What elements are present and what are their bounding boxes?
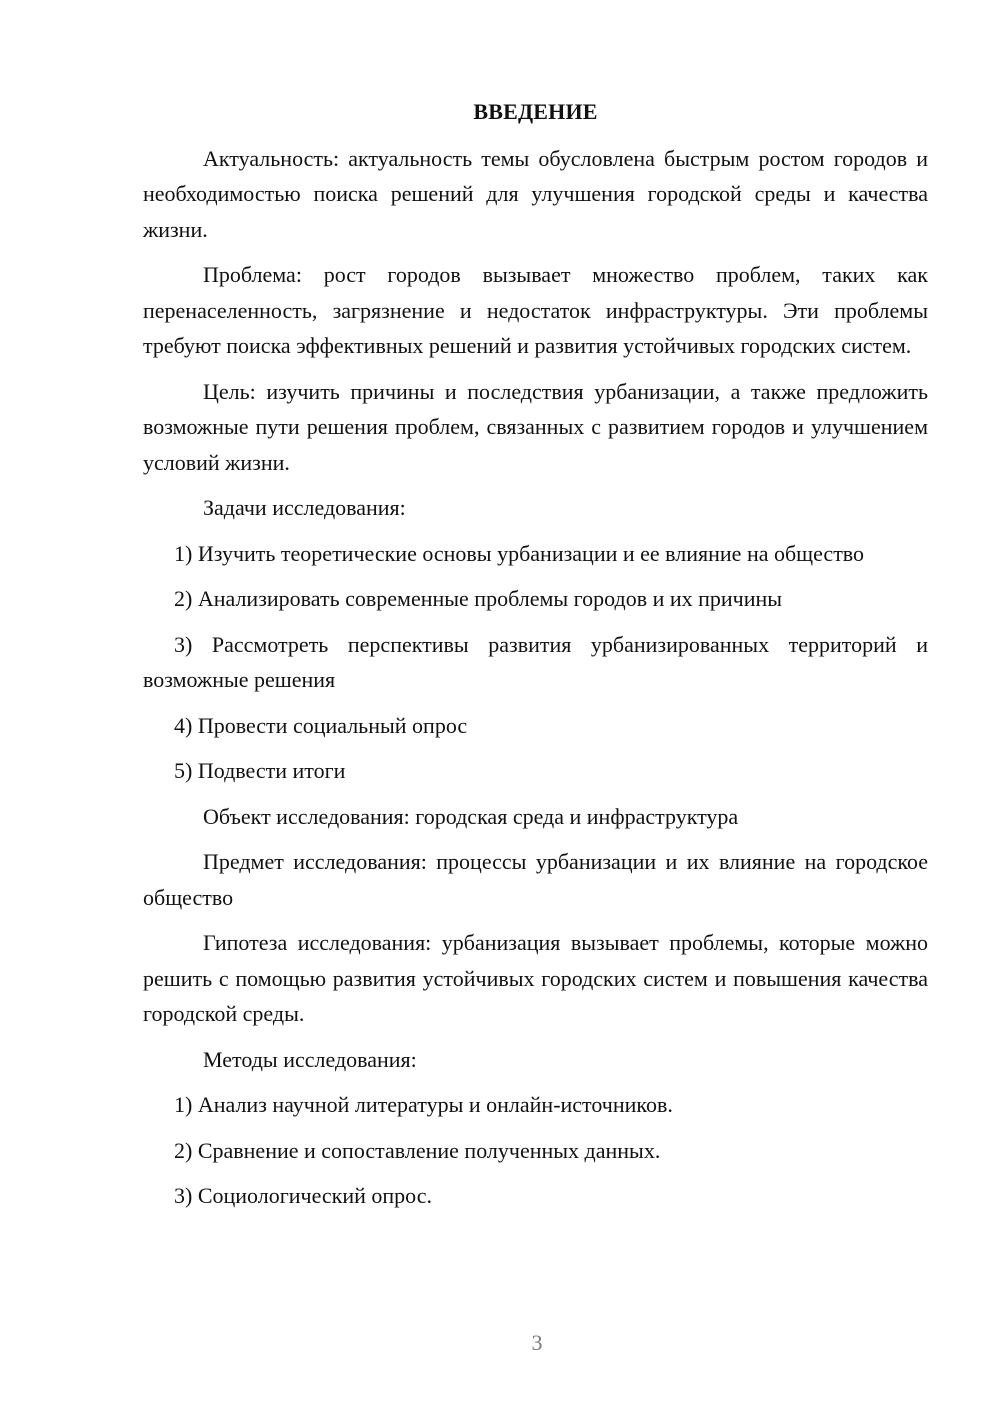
method-item: 1) Анализ научной литературы и онлайн-источников.	[174, 1092, 673, 1117]
task-item: 3) Рассмотреть перспективы развития урбанизированных территорий и возможные решения	[143, 631, 928, 692]
method-item: 2) Сравнение и сопоставление полученных данных.	[174, 1137, 661, 1163]
hypothesis-paragraph: Гипотеза исследования: урбанизация вызывает проблемы, которые можно решить с помощью развития устойчивых городских систем и повышения качества городской среды.	[143, 930, 928, 1026]
methods-heading: Методы исследования:	[203, 1046, 417, 1072]
section-title: ВВЕДЕНИЕ	[473, 99, 598, 124]
page-content	[143, 94, 928, 1224]
relevance-paragraph: Актуальность: актуальность темы обусловлена быстрым ростом городов и необходимостью поиска решений для улучшения городской среды и качества жизни.	[143, 145, 928, 242]
goal-paragraph: Цель: изучить причины и последствия урбанизации, а также предложить возможные пути решения проблем, связанных с развитием городов и улучшением условий жизни.	[143, 378, 928, 475]
tasks-list	[143, 536, 928, 789]
problem-paragraph: Проблема: рост городов вызывает множество проблем, таких как перенаселенность, загрязнение и недостаток инфраструктуры. Эти проблемы требуют поиска эффективных решений и развития устойчивых городских систем.	[143, 262, 928, 358]
subject-paragraph: Предмет исследования: процессы урбанизации и их влияние на городское общество	[143, 849, 928, 910]
task-item: 1) Изучить теоретические основы урбанизации и ее влияние на общество	[174, 540, 865, 566]
tasks-heading: Задачи исследования:	[203, 495, 406, 520]
task-item: 2) Анализировать современные проблемы городов и их причины	[174, 586, 783, 611]
task-item: 5) Подвести итоги	[174, 758, 346, 783]
object-paragraph: Объект исследования: городская среда и инфраструктура	[203, 803, 739, 829]
methods-list	[143, 1087, 928, 1214]
method-item: 3) Социологический опрос.	[174, 1183, 432, 1208]
task-item: 4) Провести социальный опрос	[174, 712, 468, 738]
page-number: 3	[531, 1330, 543, 1355]
